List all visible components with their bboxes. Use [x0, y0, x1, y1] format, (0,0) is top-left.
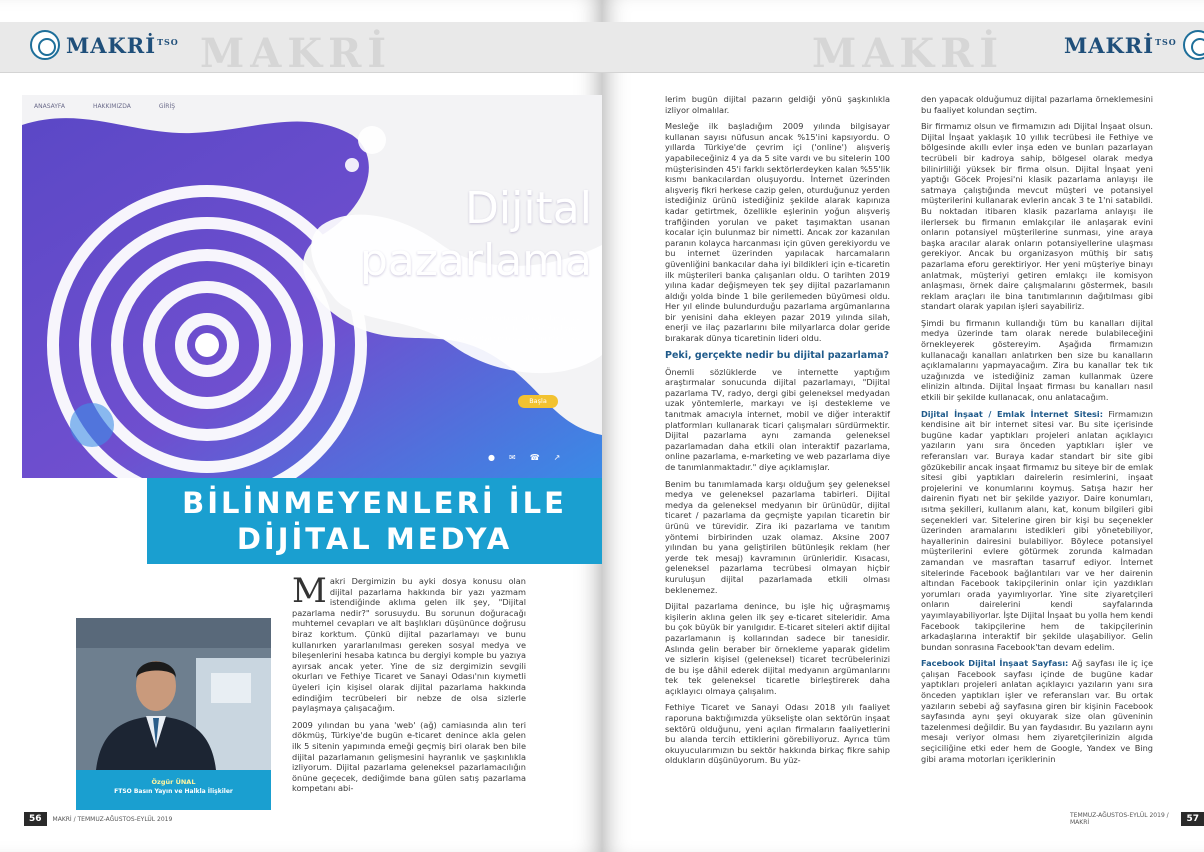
logo [30, 30, 179, 60]
logo-right [1064, 30, 1204, 60]
logo-text: $MAKRİ^{TSO}$ [66, 32, 179, 58]
paragraph: lerim bugün dijital pazarın geldiği yönü şaşkınlıkla izliyor olmalılar. [665, 94, 890, 115]
pin-icon: ● [488, 453, 495, 462]
nav-item-home[interactable]: ANASAYFA [34, 103, 65, 110]
page-number-left: 56 [24, 812, 47, 826]
paragraph: Bir firmamız olsun ve firmamızın adı Dijital İnşaat olsun. Dijital İnşaat yaklaşık 10 yıllık tecrübesi ile Fethiye ve bölgesinde akıllı evler inşa eden ve bunları pazarlayan tecrübeli bir kadroya sahip, bölgesel olarak medya bilinirliliği yüksek bir firma olsun. Dijital İnşaat yeni yaptığı Göcek Projesi'ni klasik pazarlama anlayışı ile satmaya çalıştığında mevcut müşteri ve potansiyel müşterilerini kullanarak evlerin ancak 3 te 1'ni satabildi. Bu noktadan itibaren klasik pazarlama anlayışı ile ilerlersek bu firmanın emlakçılar ile anlaşarak evini onların potansiyel müşterilerine sunması, yine araya başka aracılar alarak onların potansiyellerine ulaşması gerekiyor. Ancak bu organizasyon müthiş bir satış pazarlama eforu gerektiriyor. Her yeni müşteriye binayı anlatmak, müşteriyi getiren emlakçı ile komisyon anlaşması, örnek daire çalışmalarını göstermek, basılı reklam araçları ile bina tanıtımlarının dağıtılması gibi standart olarak yapılan işleri sayabiliriz. [921, 121, 1153, 312]
paragraph: Fethiye Ticaret ve Sanayi Odası 2018 yılı faaliyet raporuna baktığımızda yükselişte olan sektörün inşaat sektörü olduğunu, yeni açılan firmaların faaliyetlerini bu alanda tercih ettiklerini görebiliyoruz. Ayrıca tüm okuyucularımızın bu sektör hakkında birkaç fikre sahip oldukların düşünüyorum. Bu yüz- [665, 702, 890, 766]
tso-seal-icon [30, 30, 60, 60]
masthead-left [0, 22, 602, 77]
section-heading: Peki, gerçekte nedir bu dijital pazarlama? [665, 349, 890, 361]
drop-cap: M [292, 571, 327, 611]
headline-line2: DİJİTAL MEDYA [236, 522, 513, 556]
mail-icon: ✉ [508, 453, 516, 462]
nav-item-about[interactable]: HAKKIMIZDA [92, 103, 131, 110]
logo-text-right: $MAKRİ^{TSO}$ [1064, 32, 1177, 58]
paragraph: Dijital pazarlama denince, bu işle hiç uğraşmamış kişilerin aklına gelen ilk şey e-ticaret siteleridir. Ama bu çok büyük bir yanılgıdır. E-ticaret siteleri aktif dijital pazarlamanın iş kollarından sadece bir tanesidir. Aslında gelin beraber bir örnekleme yaparak gidelim ve sizlerin kişisel (geleneksel) ticaret tecrübelerinizi de bu işe dâhil ederek dijital medyanın argümanlarını tek tek geleneksel ticaretle birleştirerek daha açıklayıcı olmaya çalışalım. [665, 601, 890, 696]
ghost-logo-right: MAKRİ [812, 30, 1005, 77]
paragraph: Önemli sözlüklerde ve internette yaptığım araştırmalar sonucunda dijital pazarlamayı, "Dijital pazarlama TV, radyo, dergi gibi geleneksel medyadan uzak yöntemlerle, markayı ve işi destekleme ve tanıtmak amacıyla internet, mobil ve diğer interaktif platformları kullanarak ticari çalışmaları sürdürmektir. Dijital pazarlama aynı zamanda geleneksel pazarlamadan daha etkili olan interaktif pazarlama, online pazarlama, e-marketing ve web pazarlama diye de tanımlanmaktadır." diye açıklamışlar. [665, 366, 890, 472]
left-column-text: Makri Dergimizin bu ayki dosya konusu olan dijital pazarlama hakkında bir yazı yazmam istendiğinde aklıma gelen ilk şey, "Dijital pazarlama nedir?" sorusuydu. Bu sorunun doğuracağı muhtemel cevapları ve alt başlıkları düşününce doğrusu biraz korktum. Çünkü dijital pazarlamayı ve bunu kullanırken yararlanılması gereken sosyal medya ve bileşenlerini hesaba katınca bu dergiyi komple bu yazıya ayırsak ancak yeter. Yine de siz dergimizin sevgili okurları ve Fethiye Ticaret ve Sanayi Odası'nın kıymetli üyeleri için kişisel olarak dijital pazarlama hakkında edindiğim tecrübeleri bir nebze de olsa sizlerle paylaşmaya çalışacağım. 2009 yılından bu yana 'web' (ağ) camiasında alın teri dökmüş, Türkiye'de bugün e-ticaret denince akla gelen ilk 5 sitenin yapımında emeği geçmiş biri olarak ben bile dijital pazarlamanın gelişmesini hayranlık ve şaşkınlıkla izliyorum. Dijital pazarlama geleneksel pazarlamacılığın önüne geçecek, dediğimde bana gülen satış pazarlama kompetanı abi- [292, 571, 526, 794]
author-photo [76, 618, 271, 770]
hero-title: Dijital pazarlama [359, 183, 592, 286]
footer-text-left: MAKRİ / TEMMUZ-AĞUSTOS-EYLÜL 2019 [52, 815, 173, 823]
headline-banner [147, 478, 602, 564]
hero-nav [34, 103, 175, 110]
paragraph: den yapacak olduğumuz dijital pazarlama örneklemesini bu faaliyet kolundan seçtim. [921, 94, 1153, 115]
nav-item-login[interactable]: GİRİŞ [158, 103, 176, 110]
hero-illustration [22, 95, 602, 478]
paragraph: Facebook Dijital İnşaat Sayfası: Ağ sayfası ile iç içe çalışan Facebook sayfası içinde de bugüne kadar yaptıkları projeleri anlatan açıklayıcı yazıların yanı sıra önceden yaptıkları işler ve referansları var. Bu ortak yazıların sebebi ağ sayfasına giren bir kişinin Facebook sayfasında aynı şeyi okuyarak size olan güveninin tazelenmesi değildir. Bu yan faydasıdır. Bu yazıların aynı mesajı veriyor olması hem ziyaretçilerinizin algıda seçiciliğine etki eder hem de Google, Yandex ve Bing gibi arama motorları içeriklerinin [921, 658, 1153, 764]
article-column-2 [665, 94, 890, 772]
footer-text-right: TEMMUZ-AĞUSTOS-EYLÜL 2019 / MAKRİ [1070, 812, 1169, 826]
share-icon: ↗ [553, 453, 561, 462]
author-role: FTSO Basın Yayın ve Halkla İlişkiler [114, 788, 233, 795]
hero-icons [488, 453, 560, 462]
masthead-right [602, 22, 1204, 77]
ghost-logo: MAKRİ [200, 30, 393, 77]
right-column-1 [921, 94, 1153, 770]
author-name: Özgür ÜNAL [151, 778, 196, 786]
paragraph: Şimdi bu firmanın kullandığı tüm bu kanalları dijital medya üzerinde tam olarak nerede bulabileceğini örnekleyerek göstereyim. Aşağıda firmamızın kullanacağı kanalları anlatırken ben size bu kanalların açıklamalarını yapmayacağım. Zira bu kanallar tek tık uzağınızda ve istediğiniz zaman kullanmak üzere elinizin altında. Dijital İnşaat firması bu kanalları nasıl etkili bir şekilde kullanacak, onu anlatacağım. [921, 317, 1153, 403]
paragraph: 2009 yılından bu yana 'web' (ağ) camiasında alın teri dökmüş, Türkiye'de bugün e-ticaret denince akla gelen ilk 5 sitenin yapımında emeği geçmiş biri olarak ben bile dijital pazarlamanın gelişmesini hayranlık ve şaşkınlıkla izliyorum. Dijital pazarlama geleneksel pazarlamacılığın önüne geçecek, dediğimde bana gülen satış pazarlama kompetanı abi- [292, 719, 526, 794]
paragraph: Dijital İnşaat / Emlak İnternet Sitesi: Firmamızın kendisine ait bir internet sitesi var. Bu site içerisinde bugüne kadar yaptıkları projeleri anlatan açıklayıcı yazıların yanı sıra önceden yaptıkları işler ve referansları var. Buraya kadar standart bir site gibi gözükebilir ancak inşaat firmamız bu siteye bir de emlak sitesi gibi yaptıkları dairelerin resimlerini, inşaat projelerini ve konumlarını koymuş. Satışa hazır her dairenin fiyatı net bir şekilde yazıyor. Daire konumları, ısıtma şekilleri, kullanım alanı, kat, konum bilgileri gibi seçenekleri var. Sitelerine giren bir kişi bu seçenekler üzerinden aramalarını istedikleri gibi yönetebiliyor, hayallerinin dairesini bulabiliyor. Böylece potansiyel müşterilerini evlere götürmek zorunda kalmadan zamandan ve masraftan tasarruf ediyor. İnternet sitelerinde Facebook bağlantıları var ve her dairenin altından Facebook takipçilerinin onlar için yazdıkları yorumları orada yayımlıyorlar. Yine site ziyaretçileri onların dairelerini kendi sayfalarında yayımlayabiliyorlar. İşte Dijital İnşaat bu yolla hem kendi Facebook takipçilerine hem de takipçilerinin arkadaşlarına interaktif bir şekilde ulaşabiliyor. Gelin bundan sonrasına Facebook'tan devam edelim. [921, 408, 1153, 652]
tso-seal-icon [1183, 30, 1204, 60]
author-caption [76, 770, 271, 810]
headline-line1: BİLİNMEYENLERİ İLE [182, 486, 567, 520]
start-button[interactable]: Başla [518, 395, 558, 408]
page-number-right: 57 [1181, 812, 1204, 826]
paragraph: Benim bu tanımlamada karşı olduğum şey geleneksel medya ve geleneksel pazarlama tabirleri. Dijital medya da geleneksel medyanın bir ürünüdür, dijital ticaret / pazarlama da geçmişte yapılan ticaretin bir ürünü ve türevidir. Zira iki pazarlama ve tanıtım yöntemi birbirinden uzak olamaz. Aksine 2007 yılından bu yana geliştirilen bütünleşik reklam (her yerde tek mesaj) kavramının ürünleridir. Kısacası, geleneksel pazarlama tecrübesi olmayan hiçbir kuruluşun dijital pazarlamada etkili olması beklenemez. [665, 478, 890, 595]
subheading: Dijital İnşaat / Emlak İnternet Sitesi: [921, 408, 1103, 419]
phone-icon: ☎ [529, 453, 540, 462]
paragraph: Mesleğe ilk başladığım 2009 yılında bilgisayar kullanan sayısı nüfusun ancak %15'ini kapsıyordu. O yıllarda Türkiye'de çevrim içi ('online') alışveriş yapabileceğiniz 4 ya da 5 site vardı ve bu sitelerin 100 müşterisinden 45'i farklı sektörlerdeyken kalan %55'lik kısmı bankacılardan oluşuyordu. İnternet üzerinden alışveriş fikri herkese cazip gelen, oturduğunuz yerden istediğiniz ürünü istediğiniz şekilde alarak kapınıza kadar getirtmek, özellikle eşlerinin yoğun alışveriş trafiğinden yorulan ve paket taşımaktan usanan kocalar için bulunmaz bir nimetti. Ancak zor kazanılan paranın kolayca harcanması için güven gerekiyordu ve bu internet üzerinden yapılacak harcamaların güvenliğini bankacılar daha iyi bildikleri için e-ticaretin ilk müşterileri banka çalışanları oldu. O tarihten 2019 yılına kadar değişmeyen tek şey dijital pazarlamanın aldığı yolda binde 1 bile gerilemeden büyümesi oldu. Her yıl elinde bulundurduğu pazarlama argümanlarına bir yenisini daha ekleyen pazar 2019 yılında silah, enerji ve ilaç pazarlarını bile milyarlarca dolar geride bırakarak dünya ticaretinin lideri oldu. [665, 121, 890, 344]
footer-left [24, 812, 172, 826]
footer-right [1070, 812, 1204, 826]
subheading: Facebook Dijital İnşaat Sayfası: [921, 658, 1069, 669]
hero-questions: Sosyal medyada dijital pazarlama nedir? Dijital Ticaret nasıl yapılır? Sosyal Medya'nın iş dünyasına etkisi nedir? [446, 314, 588, 342]
